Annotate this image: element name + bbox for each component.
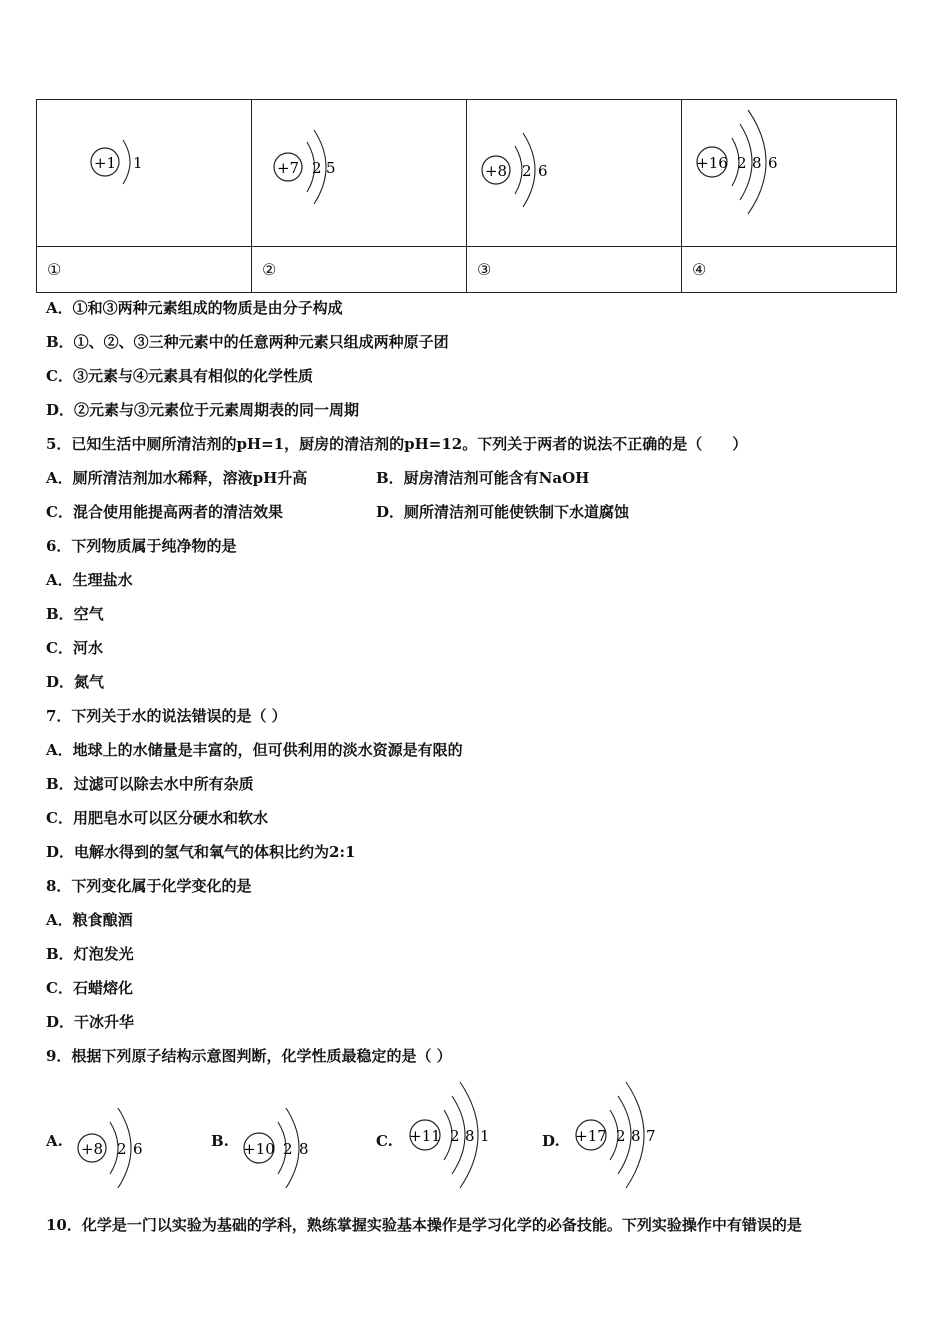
shell-electrons: 6 bbox=[768, 154, 778, 172]
q4-option-d: D．②元素与③元素位于元素周期表的同一周期 bbox=[46, 401, 360, 419]
atom-diagram-3 bbox=[467, 100, 681, 246]
q5-option-a: A．厕所清洁剂加水稀释，溶液pH升高 bbox=[46, 469, 308, 487]
atom-cell-4 bbox=[682, 100, 897, 247]
shell-electrons: 6 bbox=[538, 162, 548, 180]
nucleus-charge: +8 bbox=[484, 162, 508, 180]
shell-electrons: 2 bbox=[283, 1140, 293, 1158]
q6-option-c: C．河水 bbox=[46, 639, 103, 657]
q8-stem: 8．下列变化属于化学变化的是 bbox=[46, 877, 252, 895]
shell-electrons: 2 bbox=[450, 1127, 460, 1145]
q5-option-c: C．混合使用能提高两者的清洁效果 bbox=[46, 503, 283, 521]
atom-label-2: ② bbox=[252, 247, 467, 293]
q7-option-b: B．过滤可以除去水中所有杂质 bbox=[46, 775, 254, 793]
q9-option-b-letter: B. bbox=[211, 1132, 229, 1150]
nucleus-charge: +1 bbox=[93, 154, 117, 172]
nucleus-charge: +16 bbox=[696, 154, 728, 172]
q7-option-c: C．用肥皂水可以区分硬水和软水 bbox=[46, 809, 268, 827]
q9-option-d-diagram bbox=[570, 1080, 670, 1190]
atom-label-1: ① bbox=[37, 247, 252, 293]
q5-option-b: B．厨房清洁剂可能含有NaOH bbox=[376, 469, 590, 487]
atom-cell-3 bbox=[467, 100, 682, 247]
q4-option-a: A．①和③两种元素组成的物质是由分子构成 bbox=[46, 299, 343, 317]
q9-option-d-letter: D. bbox=[542, 1132, 560, 1150]
shell-electrons: 2 bbox=[312, 159, 322, 177]
q5-stem: 5．已知生活中厕所清洁剂的pH=1，厨房的清洁剂的pH=12。下列关于两者的说法不正确的是（ ） bbox=[46, 435, 748, 453]
shell-electrons: 1 bbox=[133, 154, 143, 172]
q9-option-a-diagram bbox=[72, 1100, 162, 1196]
shell-electrons: 2 bbox=[522, 162, 532, 180]
q9-stem: 9．根据下列原子结构示意图判断，化学性质最稳定的是（ ） bbox=[46, 1047, 452, 1065]
shell-electrons: 8 bbox=[752, 154, 762, 172]
q8-option-d: D．干冰升华 bbox=[46, 1013, 135, 1031]
q8-option-b: B．灯泡发光 bbox=[46, 945, 134, 963]
q7-option-a: A．地球上的水储量是丰富的，但可供利用的淡水资源是有限的 bbox=[46, 741, 463, 759]
q10-stem: 10．化学是一门以实验为基础的学科，熟练掌握实验基本操作是学习化学的必备技能。下列实验操作中有错误的是 bbox=[46, 1216, 802, 1234]
atom-diagram-4 bbox=[682, 100, 896, 246]
shell-electrons: 8 bbox=[631, 1127, 641, 1145]
q4-option-b: B．①、②、③三种元素中的任意两种元素只组成两种原子团 bbox=[46, 333, 449, 351]
atom-cell-2 bbox=[252, 100, 467, 247]
atom-structure-table bbox=[36, 99, 897, 293]
q9-option-c-diagram bbox=[404, 1080, 504, 1190]
atom-label-4: ④ bbox=[682, 247, 897, 293]
shell-electrons: 5 bbox=[326, 159, 336, 177]
shell-electrons: 2 bbox=[737, 154, 747, 172]
nucleus-charge: +8 bbox=[80, 1140, 104, 1158]
q7-stem: 7．下列关于水的说法错误的是（ ） bbox=[46, 707, 287, 725]
nucleus-charge: +10 bbox=[243, 1140, 275, 1158]
q6-stem: 6．下列物质属于纯净物的是 bbox=[46, 537, 237, 555]
q9-option-b-diagram bbox=[238, 1100, 328, 1196]
q6-option-b: B．空气 bbox=[46, 605, 104, 623]
shell-electrons: 2 bbox=[616, 1127, 626, 1145]
atom-diagram-1 bbox=[37, 100, 251, 246]
shell-electrons: 7 bbox=[646, 1127, 656, 1145]
electron-shell bbox=[123, 140, 130, 184]
q9-option-c-letter: C. bbox=[376, 1132, 393, 1150]
shell-electrons: 6 bbox=[133, 1140, 143, 1158]
q5-option-d: D．厕所清洁剂可能使铁制下水道腐蚀 bbox=[376, 503, 630, 521]
atom-diagram-2 bbox=[252, 100, 466, 246]
atom-label-3: ③ bbox=[467, 247, 682, 293]
shell-electrons: 8 bbox=[465, 1127, 475, 1145]
electron-shell bbox=[515, 146, 522, 194]
q7-option-d: D．电解水得到的氢气和氧气的体积比约为2:1 bbox=[46, 843, 356, 861]
shell-electrons: 1 bbox=[480, 1127, 490, 1145]
nucleus-charge: +17 bbox=[575, 1127, 607, 1145]
q4-option-c: C．③元素与④元素具有相似的化学性质 bbox=[46, 367, 313, 385]
shell-electrons: 8 bbox=[299, 1140, 309, 1158]
nucleus-charge: +11 bbox=[409, 1127, 441, 1145]
q8-option-a: A．粮食酿酒 bbox=[46, 911, 133, 929]
atom-cell-1 bbox=[37, 100, 252, 247]
shell-electrons: 2 bbox=[117, 1140, 127, 1158]
q8-option-c: C．石蜡熔化 bbox=[46, 979, 133, 997]
nucleus-charge: +7 bbox=[276, 159, 300, 177]
q9-option-a-letter: A. bbox=[46, 1132, 63, 1150]
q6-option-a: A．生理盐水 bbox=[46, 571, 133, 589]
q6-option-d: D．氮气 bbox=[46, 673, 105, 691]
